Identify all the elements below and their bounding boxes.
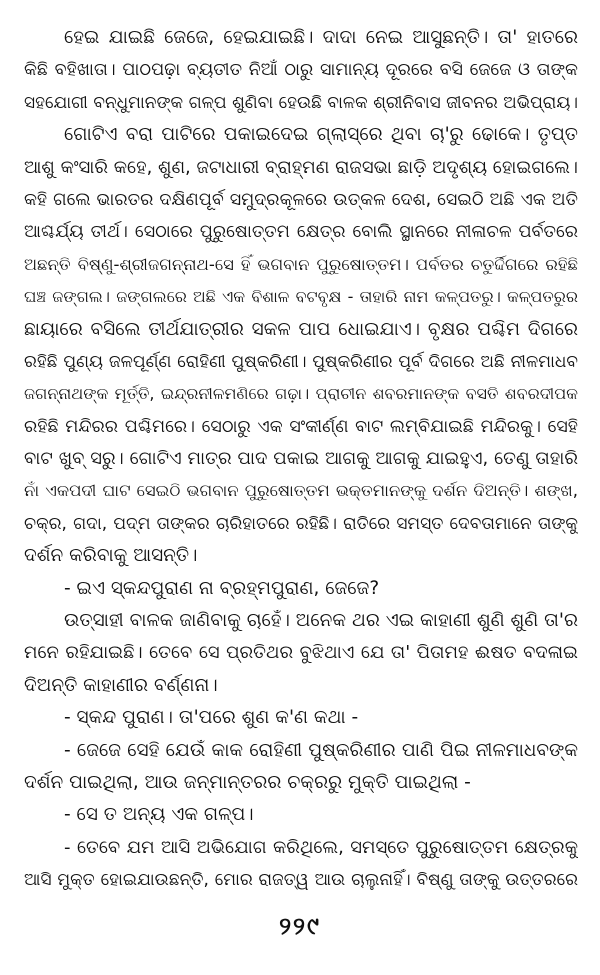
text-line: ରହିଛି ମନ୍ଦିରର ପଶ୍ଚିମରେ। ସେଠାରୁ ଏକ ସଂକୀର୍ଣ୍ଣ ବାଟ ଲମ୍ବିଯାଇଛି ମନ୍ଦିରକୁ। ସେହି	[24, 416, 578, 437]
text-line: ବାଟ ଖୁବ୍ ସରୁ। ଗୋଟିଏ ମାତ୍ର ପାଦ ପକାଇ ଆଗକୁ ଆଗକୁ ଯାଇହୁଏ, ତେଣୁ ତାହାରି	[24, 448, 578, 470]
text-line: ଆଶ୍ଚର୍ଯ୍ୟ ତୀର୍ଥ। ସେଠାରେ ପୁରୁଷୋତ୍ତମ କ୍ଷେତ୍ର ବୋଲି ସ୍ଥାନରେ ନୀଳାଚଳ ପର୍ବତରେ	[24, 222, 578, 243]
body-text	[24, 22, 578, 897]
text-line: ଉତ୍ସାହୀ ବାଳକ ଜାଣିବାକୁ ଚାହେଁ। ଅନେକ ଥର ଏଇ କାହାଣୀ ଶୁଣି ଶୁଣି ତା'ର	[64, 610, 578, 632]
text-line: - ତେବେ ଯମ ଆସି ଅଭିଯୋଗ କରିଥିଲେ, ସମସ୍ତେ ପୁରୁଷୋତ୍ତମ କ୍ଷେତ୍ରକୁ	[64, 836, 578, 858]
text-line: ଦିଅନ୍ତି କାହାଣୀର ବର୍ଣ୍ଣନା।	[24, 674, 218, 696]
text-line: କହି ଗଲେ ଭାରତର ଦକ୍ଷିଣପୂର୍ବ ସମୁଦ୍ରକୂଳରେ ଉତ୍କଳ ଦେଶ, ସେଇଠି ଅଛି ଏକ ଅତି	[24, 189, 578, 210]
text-line: ଛାୟାରେ ବସିଲେ ତୀର୍ଥଯାତ୍ରୀର ସକଳ ପାପ ଧୋଇଯାଏ। ବୃକ୍ଷର ପଶ୍ଚିମ ଦିଗରେ	[24, 318, 578, 340]
text-line: ସହଯୋଗୀ ବନ୍ଧୁମାନଙ୍କ ଗଳ୍ପ ଶୁଣିବା ହେଉଛି ବାଳକ ଶ୍ରୀନିବାସ ଜୀବନର ଅଭିପ୍ରାୟ।	[24, 92, 578, 113]
page-number: ୨୨୯	[279, 912, 321, 940]
text-line: ଚକ୍ର, ଗଦା, ପଦ୍ମ ତାଙ୍କର ଚାରିହାତରେ ରହିଛି। ରାତିରେ ସମସ୍ତ ଦେବତାମାନେ ତାଙ୍କୁ	[24, 513, 578, 534]
text-line: ଆସି ମୁକ୍ତ ହୋଇଯାଉଛନ୍ତି, ମୋର ରାଜତ୍ୱ ଆଉ ଚାଲୁନାହିଁ। ବିଷ୍ଣୁ ତାଙ୍କୁ ଉତ୍ତରରେ	[24, 870, 578, 891]
text-line: ଦର୍ଶନ ପାଇଥିଲା, ଆଉ ଜନ୍ମାନ୍ତରର ଚକ୍ରରୁ ମୁକ୍ତି ପାଇଥିଲା -	[24, 771, 471, 793]
text-line: - ଜେଜେ ସେହି ଯେଉଁ କାକ ରୋହିଣୀ ପୁଷ୍କରିଣୀର ପାଣି ପିଇ ନୀଳମାଧବଙ୍କ	[64, 739, 578, 761]
text-line: ଅଛନ୍ତି ବିଷ୍ଣୁ-ଶ୍ରୀଜଗନ୍ନାଥ-ସେ ହିଁ ଭଗବାନ ପୁରୁଷୋତ୍ତମ। ପର୍ବତର ଚତୁର୍ଦ୍ଦିଗରେ ରହିଛି	[24, 254, 578, 274]
text-line: କିଛି ବହିଖାତା। ପାଠପଢ଼ା ବ୍ୟତୀତ ନିଆଁ ଠାରୁ ସାମାନ୍ୟ ଦୂରରେ ବସି ଜେଜେ ଓ ତାଙ୍କ	[24, 60, 578, 81]
text-line: - ସେ ତ ଅନ୍ୟ ଏକ ଗଳ୍ପ।	[64, 804, 254, 826]
text-line: - ସ୍କନ୍ଦ ପୁରାଣ। ତା'ପରେ ଶୁଣ କ'ଣ କଥା -	[64, 707, 359, 729]
text-line: ଘଞ୍ଚ ଜଙ୍ଗଲ। ଜଙ୍ଗଲରେ ଅଛି ଏକ ବିଶାଳ ବଟବୃକ୍ଷ - ତାହାରି ନାମ କଳ୍ପତରୁ। କଳ୍ପତରୁର	[24, 287, 578, 307]
text-line: ଦର୍ଶନ କରିବାକୁ ଆସନ୍ତି।	[24, 545, 198, 567]
text-line: ନାଁ ଏକପଦୀ ଘାଟ ସେଇଠି ଭଗବାନ ପୁରୁଷୋତ୍ତମ ଭକ୍ତମାନଙ୍କୁ ଦର୍ଶନ ଦିଅନ୍ତି। ଶଙ୍ଖ,	[24, 481, 578, 501]
text-line: ଗୋଟିଏ ବରା ପାଟିରେ ପକାଇଦେଇ ଗ୍ଲାସ୍‌ରେ ଥିବା ଚା'ରୁ ଢୋକେ। ତୃପ୍ତ	[64, 124, 578, 146]
text-line: ଆଶୁ କଂସାରି କହେ, ଶୁଣ, ଜଟାଧାରୀ ବ୍ରାହ୍ମଣ ରାଜସଭା ଛାଡ଼ି ଅଦୃଶ୍ୟ ହୋଇଗଲେ।	[24, 156, 578, 178]
text-line: ହେଇ ଯାଇଛି ଜେଜେ, ହେଇଯାଇଛି। ଦାଦା ନେଇ ଆସୁଛନ୍ତି। ତା' ହାତରେ	[64, 27, 578, 48]
text-line: ଜଗନ୍ନାଥଙ୍କ ମୂର୍ତ୍ତି, ଇନ୍ଦ୍ରନୀଳମଣିରେ ଗଢ଼ା। ପ୍ରାଚୀନ ଶବରମାନଙ୍କ ବସତି ଶବରଦୀପକ	[24, 384, 578, 404]
text-line: - ଇଏ ସ୍କନ୍ଦପୁରାଣ ନା ବ୍ରହ୍ମପୁରାଣ, ଜେଜେ?	[64, 577, 380, 599]
text-line: ମନେ ରହିଯାଇଛି। ତେବେ ସେ ପ୍ରତିଥର ବୁଝିଥାଏ ଯେ ତା' ପିତାମହ ଈଷତ ବଦଳାଇ	[24, 642, 578, 664]
text-line: ରହିଛି ପୁଣ୍ୟ ଜଳପୂର୍ଣ୍ଣ ରୋହିଣୀ ପୁଷ୍କରିଣୀ। ପୁଷ୍କରିଣୀର ପୂର୍ବ ଦିଗରେ ଅଛି ନୀଳମାଧବ	[24, 351, 578, 372]
